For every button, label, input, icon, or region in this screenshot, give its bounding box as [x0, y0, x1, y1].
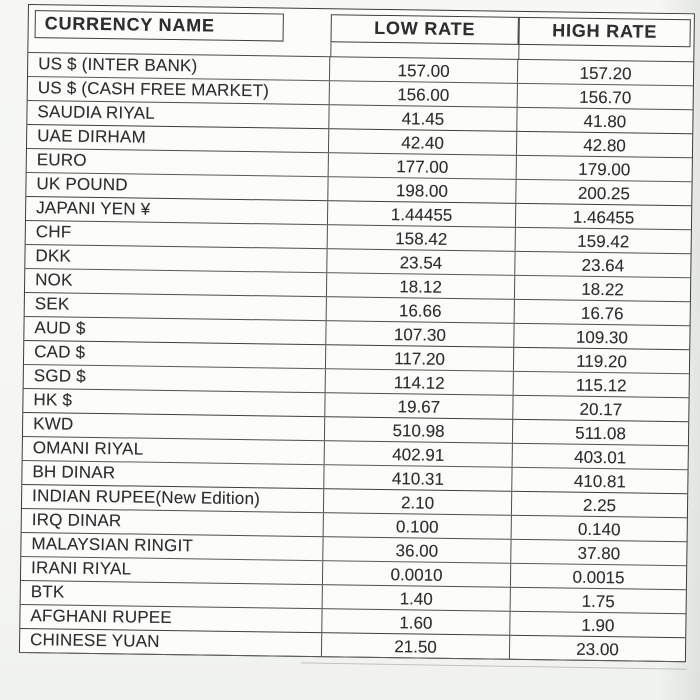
currency-name-cell: US $ (INTER BANK) — [28, 53, 330, 80]
high-rate-cell: 119.20 — [576, 351, 628, 372]
low-rate-cell: 21.50 — [322, 633, 510, 659]
currency-name-cell: OMANI RIYAL — [23, 437, 325, 464]
low-rate-cell: 157.00 — [330, 57, 518, 83]
header-high-rate: HIGH RATE — [518, 17, 690, 47]
currency-name-cell: CAD $ — [24, 341, 326, 368]
currency-name-cell: AFGHANI RUPEE — [20, 605, 322, 632]
low-rate-cell: 107.30 — [326, 321, 514, 347]
currency-name-cell: UAE DIRHAM — [27, 125, 329, 152]
low-rate-cell: 41.45 — [329, 105, 517, 131]
low-rate-cell: 117.20 — [326, 345, 514, 371]
table-body — [20, 52, 693, 662]
currency-name-cell: US $ (CASH FREE MARKET) — [28, 77, 330, 104]
high-rate-cell: 157.20 — [579, 63, 632, 84]
low-rate-cell: 402.91 — [325, 441, 513, 467]
low-rate-cell: 0.100 — [324, 513, 512, 539]
high-rate-cell: 511.08 — [575, 423, 627, 444]
high-rate-cell: 16.76 — [580, 303, 624, 324]
currency-name-cell: BH DINAR — [22, 461, 324, 488]
currency-name-cell: JAPANI YEN ¥ — [26, 197, 328, 224]
currency-name-cell: NOK — [25, 269, 327, 296]
low-rate-cell: 2.10 — [324, 489, 512, 515]
currency-name-cell: KWD — [23, 413, 325, 440]
currency-name-cell: DKK — [25, 245, 327, 272]
high-rate-cell: 1.75 — [581, 591, 615, 612]
currency-name-cell: HK $ — [23, 389, 325, 416]
high-rate-cell: 159.42 — [577, 231, 630, 252]
low-rate-cell: 1.40 — [323, 585, 511, 611]
currency-name-cell: SAUDIA RIYAL — [27, 101, 329, 128]
high-rate-cell: 179.00 — [578, 159, 631, 180]
currency-name-cell: AUD $ — [24, 317, 326, 344]
high-rate-cell: 23.64 — [581, 255, 625, 276]
currency-name-cell: INDIAN RUPEE(New Edition) — [22, 485, 324, 512]
high-rate-cell: 115.12 — [575, 375, 627, 396]
currency-name-cell: EURO — [27, 149, 329, 176]
low-rate-cell: 36.00 — [323, 537, 511, 563]
currency-name-cell: IRQ DINAR — [22, 509, 324, 536]
high-rate-cell: 403.01 — [574, 447, 627, 468]
low-rate-cell: 23.54 — [327, 249, 515, 275]
currency-name-cell: CHF — [26, 221, 328, 248]
high-rate-cell: 42.80 — [583, 135, 626, 156]
low-rate-cell: 410.31 — [324, 465, 512, 491]
high-rate-cell: 41.80 — [583, 111, 627, 132]
header-currency-name: CURRENCY NAME — [35, 10, 284, 41]
low-rate-cell: 177.00 — [329, 153, 517, 179]
low-rate-cell: 114.12 — [326, 369, 514, 395]
currency-name-cell: CHINESE YUAN — [20, 629, 322, 656]
high-rate-cell: 20.17 — [579, 399, 623, 420]
high-rate-cell: 0.0015 — [572, 567, 625, 588]
high-rate-cell: 1.90 — [581, 615, 615, 636]
high-rate-cell: 23.00 — [576, 639, 619, 660]
currency-name-cell: UK POUND — [26, 173, 328, 200]
currency-name-cell: SEK — [25, 293, 327, 320]
low-rate-cell: 19.67 — [325, 393, 513, 419]
high-rate-cell: 2.25 — [582, 495, 617, 516]
column-divider-line — [330, 42, 331, 57]
high-rate-cell: 109.30 — [575, 327, 629, 348]
high-rate-cell: 410.81 — [573, 471, 627, 492]
high-rate-cell: 0.140 — [577, 519, 621, 540]
low-rate-cell: 42.40 — [329, 129, 517, 155]
low-rate-cell: 510.98 — [325, 417, 513, 443]
column-divider-line — [518, 45, 519, 60]
low-rate-cell: 16.66 — [327, 297, 515, 323]
currency-rate-table — [19, 4, 695, 662]
header-low-rate: LOW RATE — [330, 14, 518, 45]
low-rate-cell: 18.12 — [327, 273, 515, 299]
low-rate-cell: 1.44455 — [328, 201, 516, 227]
currency-name-cell: BTK — [21, 581, 323, 608]
low-rate-cell: 156.00 — [330, 81, 518, 107]
currency-name-cell: MALAYSIAN RINGIT — [21, 533, 323, 560]
low-rate-cell: 0.0010 — [323, 561, 511, 587]
high-rate-cell: 1.46455 — [572, 207, 635, 228]
high-rate-cell: 200.25 — [577, 183, 631, 204]
high-rate-cell: 37.80 — [577, 543, 621, 564]
currency-name-cell: IRANI RIYAL — [21, 557, 323, 584]
high-rate-cell: 156.70 — [579, 87, 632, 108]
low-rate-cell: 198.00 — [328, 177, 516, 203]
low-rate-cell: 1.60 — [322, 609, 510, 635]
low-rate-cell: 158.42 — [328, 225, 516, 251]
currency-name-cell: SGD $ — [24, 365, 326, 392]
high-rate-cell: 18.22 — [581, 279, 624, 300]
